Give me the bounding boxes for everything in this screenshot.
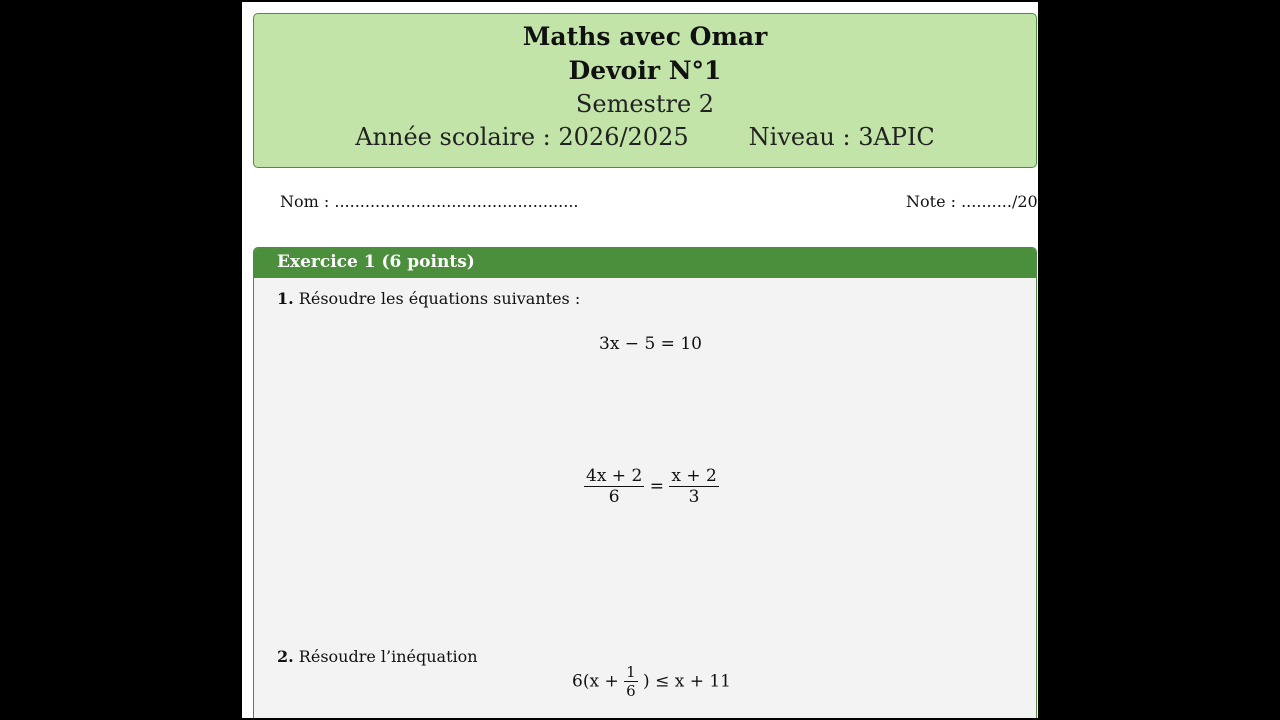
equation-2-left-numerator: 4x + 2 [586, 466, 643, 486]
question-1-text: Résoudre les équations suivantes : [298, 289, 581, 308]
question-2-number: 2. [277, 647, 294, 666]
inequation-fraction-numerator: 1 [626, 663, 636, 681]
equation-2-left-denominator: 6 [608, 487, 620, 507]
document-page [242, 2, 1038, 718]
question-2-text: Résoudre l’inéquation [298, 647, 478, 666]
equation-2-right-fraction [669, 466, 718, 507]
year-level-line [254, 123, 1036, 151]
question-1-number: 1. [277, 289, 294, 308]
exercise-title: Exercice 1 (6 points) [254, 248, 1036, 278]
equation-1: 3x − 5 = 10 [599, 334, 702, 354]
equation-2-equals: = [649, 476, 664, 497]
question-2 [277, 647, 478, 666]
header-title: Maths avec Omar [522, 22, 768, 51]
header-box [253, 13, 1037, 168]
question-1 [277, 289, 580, 308]
inequation-left: 6(x + [572, 671, 619, 692]
inequation-right: ) ≤ x + 11 [643, 671, 732, 692]
exercise-box [253, 247, 1037, 718]
equation-2 [584, 466, 719, 507]
niveau-label: Niveau : 3APIC [748, 123, 935, 151]
inequation-fraction [624, 663, 638, 700]
semestre-label: Semestre 2 [575, 90, 715, 118]
note-field: Note : ........../20 [906, 192, 1038, 211]
devoir-title: Devoir N°1 [568, 56, 722, 85]
equation-2-left-fraction [584, 466, 644, 507]
equation-2-right-denominator: 3 [688, 487, 700, 507]
nom-field: Nom : ................................................ [280, 192, 579, 211]
equation-2-right-numerator: x + 2 [671, 466, 717, 486]
inequation-fraction-denominator: 6 [626, 682, 636, 700]
annee-label: Année scolaire : 2026/2025 [355, 123, 689, 151]
inequation [572, 663, 731, 700]
